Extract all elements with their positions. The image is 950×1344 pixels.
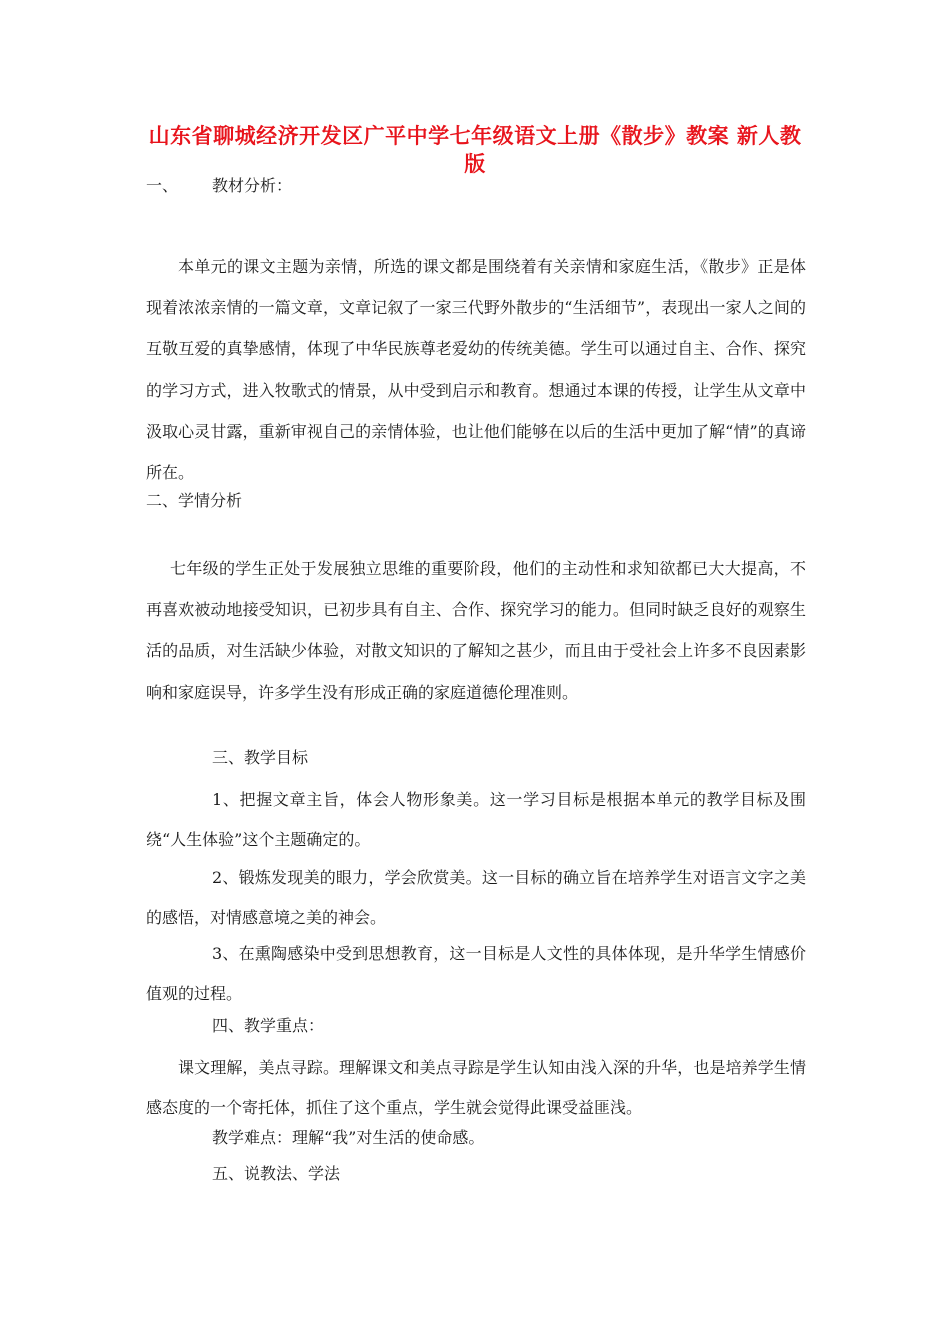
section1-heading: 教材分析： xyxy=(212,176,293,195)
section2-heading: 二、学情分析 xyxy=(146,491,243,510)
section3-heading: 三、教学目标 xyxy=(212,748,309,767)
section1-paragraph: 本单元的课文主题为亲情，所选的课文都是围绕着有关亲情和家庭生活，《散步》正是体现着浓浓亲情的一篇文章，文章记叙了一家三代野外散步的“生活细节”，表现出一家人之间的互敬互爱的真挚感情，体现了中华民族尊老爱幼的传统美德。学生可以通过自主、合作、探究的学习方式，进入牧歌式的情景，从中受到启示和教育。想通过本课的传授，让学生从文章中汲取心灵甘露，重新审视自己的亲情体验，也让他们能够在以后的生活中更加了解“情”的真谛所在。 xyxy=(146,257,806,483)
section1-number: 一、 xyxy=(146,176,179,195)
document-title: 山东省聊城经济开发区广平中学七年级语文上册《散步》教案 新人教版 xyxy=(148,124,802,176)
teaching-difficulty: 教学难点：理解“我”对生活的使命感。 xyxy=(212,1128,485,1147)
goal-3: 3、在熏陶感染中受到思想教育，这一目标是人文性的具体体现，是升华学生情感价值观的过程。 xyxy=(146,944,806,1003)
section5-heading: 五、说教法、学法 xyxy=(212,1164,341,1183)
section4-heading: 四、教学重点： xyxy=(212,1016,325,1035)
section4-paragraph: 课文理解，美点寻踪。理解课文和美点寻踪是学生认知由浅入深的升华，也是培养学生情感态度的一个寄托体，抓住了这个重点，学生就会觉得此课受益匪浅。 xyxy=(146,1058,806,1117)
section2-paragraph: 七年级的学生正处于发展独立思维的重要阶段，他们的主动性和求知欲都已大大提高，不再喜欢被动地接受知识，已初步具有自主、合作、探究学习的能力。但同时缺乏良好的观察生活的品质，对生活缺少体验，对散文知识的了解知之甚少，而且由于受社会上许多不良因素影响和家庭误导，许多学生没有形成正确的家庭道德伦理准则。 xyxy=(146,559,806,702)
goal-2: 2、锻炼发现美的眼力，学会欣赏美。这一目标的确立旨在培养学生对语言文字之美的感悟，对情感意境之美的神会。 xyxy=(146,868,806,927)
goal-1: 1、把握文章主旨，体会人物形象美。这一学习目标是根据本单元的教学目标及围绕“人生体验”这个主题确定的。 xyxy=(146,790,806,849)
